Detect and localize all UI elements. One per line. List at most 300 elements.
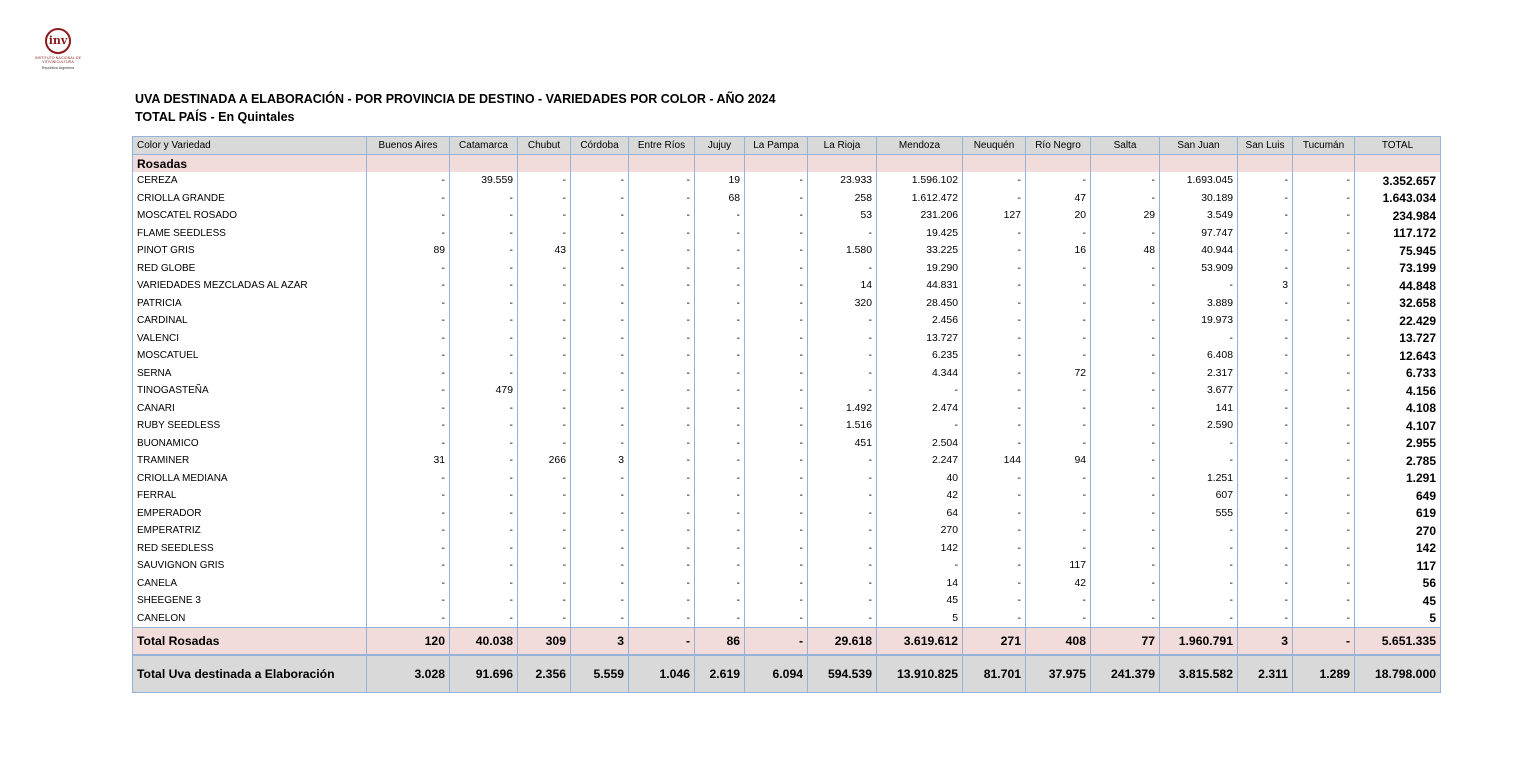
table-cell: - <box>629 347 695 365</box>
table-cell: - <box>808 312 877 330</box>
row-total: 234.984 <box>1355 207 1441 225</box>
table-cell: - <box>450 400 518 418</box>
table-cell: - <box>745 365 808 383</box>
section-cell <box>1091 155 1160 173</box>
table-cell: - <box>571 417 629 435</box>
row-label: PATRICIA <box>133 295 367 313</box>
table-cell: - <box>571 522 629 540</box>
column-header: Salta <box>1091 137 1160 155</box>
table-cell: 45 <box>877 592 963 610</box>
table-cell: - <box>695 435 745 453</box>
table-cell: - <box>450 225 518 243</box>
table-cell: - <box>695 540 745 558</box>
table-cell: - <box>571 557 629 575</box>
column-header: Color y Variedad <box>133 137 367 155</box>
table-cell: - <box>450 312 518 330</box>
table-cell: - <box>518 505 571 523</box>
section-cell <box>745 155 808 173</box>
table-cell: - <box>518 575 571 593</box>
table-cell: - <box>1238 592 1293 610</box>
table-cell: - <box>629 628 695 656</box>
table-cell: 142 <box>877 540 963 558</box>
table-cell: - <box>1293 330 1355 348</box>
table-cell: - <box>963 190 1026 208</box>
inv-logo <box>30 28 86 70</box>
column-header: Entre Ríos <box>629 137 695 155</box>
table-cell: - <box>367 470 450 488</box>
table-cell: - <box>1293 260 1355 278</box>
table-cell: 1.492 <box>808 400 877 418</box>
row-total: 3.352.657 <box>1355 172 1441 190</box>
table-cell: 3.815.582 <box>1160 655 1238 693</box>
table-cell: - <box>1160 540 1238 558</box>
table-cell: - <box>808 487 877 505</box>
table-cell: - <box>1293 610 1355 628</box>
row-label: Total Uva destinada a Elaboración <box>133 655 367 693</box>
table-cell: - <box>745 260 808 278</box>
table-cell: - <box>571 505 629 523</box>
table-cell: - <box>963 592 1026 610</box>
table-cell: 144 <box>963 452 1026 470</box>
table-cell: 2.456 <box>877 312 963 330</box>
table-cell: - <box>518 172 571 190</box>
table-cell: - <box>1026 540 1091 558</box>
table-cell: - <box>745 417 808 435</box>
table-cell: - <box>1160 592 1238 610</box>
table-cell: - <box>1026 382 1091 400</box>
row-label: MOSCATUEL <box>133 347 367 365</box>
table-row <box>133 330 1441 348</box>
row-label: EMPERADOR <box>133 505 367 523</box>
table-row <box>133 470 1441 488</box>
section-cell <box>1238 155 1293 173</box>
table-cell: - <box>450 347 518 365</box>
row-total: 117.172 <box>1355 225 1441 243</box>
row-label: FERRAL <box>133 487 367 505</box>
table-cell: - <box>745 225 808 243</box>
table-cell: - <box>745 592 808 610</box>
table-cell: 2.247 <box>877 452 963 470</box>
table-row <box>133 400 1441 418</box>
report-title <box>135 90 776 126</box>
table-row <box>133 277 1441 295</box>
table-row <box>133 522 1441 540</box>
table-cell: 309 <box>518 628 571 656</box>
table-cell: - <box>695 592 745 610</box>
row-label: MOSCATEL ROSADO <box>133 207 367 225</box>
table-cell: - <box>629 557 695 575</box>
table-cell: - <box>367 592 450 610</box>
table-cell: - <box>450 575 518 593</box>
table-cell: - <box>571 347 629 365</box>
table-cell: - <box>629 470 695 488</box>
table-cell: - <box>963 505 1026 523</box>
table-cell: - <box>745 277 808 295</box>
table-cell: 258 <box>808 190 877 208</box>
table-cell: - <box>571 540 629 558</box>
table-cell: - <box>745 330 808 348</box>
table-cell: - <box>1026 522 1091 540</box>
column-header: Córdoba <box>571 137 629 155</box>
table-cell: - <box>695 557 745 575</box>
table-cell: - <box>745 190 808 208</box>
table-cell: - <box>518 400 571 418</box>
table-cell: 320 <box>808 295 877 313</box>
table-cell: 77 <box>1091 628 1160 656</box>
table-cell: - <box>963 400 1026 418</box>
table-cell: - <box>1026 312 1091 330</box>
table-cell: - <box>695 452 745 470</box>
table-cell: - <box>367 400 450 418</box>
column-header: La Rioja <box>808 137 877 155</box>
table-cell: 117 <box>1026 557 1091 575</box>
table-cell: - <box>629 505 695 523</box>
table-row <box>133 207 1441 225</box>
table-cell: - <box>695 312 745 330</box>
table-cell: - <box>629 295 695 313</box>
table-cell: 266 <box>518 452 571 470</box>
table-cell: - <box>1091 540 1160 558</box>
table-cell: - <box>1026 260 1091 278</box>
table-cell: - <box>367 417 450 435</box>
table-cell: - <box>1293 172 1355 190</box>
column-header: Jujuy <box>695 137 745 155</box>
table-cell: 1.580 <box>808 242 877 260</box>
table-cell: - <box>450 505 518 523</box>
table-cell: - <box>745 470 808 488</box>
table-cell: - <box>1293 225 1355 243</box>
table-cell: - <box>745 242 808 260</box>
table-cell: - <box>1293 417 1355 435</box>
table-cell: 2.356 <box>518 655 571 693</box>
table-cell: - <box>1238 400 1293 418</box>
row-total: 22.429 <box>1355 312 1441 330</box>
table-cell: - <box>518 522 571 540</box>
table-cell: 89 <box>367 242 450 260</box>
table-cell: - <box>1091 417 1160 435</box>
table-cell: 40.038 <box>450 628 518 656</box>
table-cell: 29 <box>1091 207 1160 225</box>
table-row <box>133 295 1441 313</box>
table-cell: - <box>571 277 629 295</box>
table-cell: - <box>695 260 745 278</box>
table-cell: - <box>1160 610 1238 628</box>
table-cell: - <box>1293 277 1355 295</box>
table-cell: - <box>518 557 571 575</box>
row-label: SHEEGENE 3 <box>133 592 367 610</box>
table-cell: - <box>695 610 745 628</box>
table-cell: 1.596.102 <box>877 172 963 190</box>
table-cell: 5 <box>877 610 963 628</box>
row-label: EMPERATRIZ <box>133 522 367 540</box>
table-cell: - <box>1091 592 1160 610</box>
table-cell: - <box>745 540 808 558</box>
table-cell: 2.619 <box>695 655 745 693</box>
row-label: CRIOLLA GRANDE <box>133 190 367 208</box>
table-cell: - <box>629 225 695 243</box>
table-cell: - <box>1091 487 1160 505</box>
table-cell: 31 <box>367 452 450 470</box>
row-label: VALENCI <box>133 330 367 348</box>
table-cell: - <box>745 557 808 575</box>
table-cell: 1.046 <box>629 655 695 693</box>
section-cell <box>571 155 629 173</box>
table-cell: 1.693.045 <box>1160 172 1238 190</box>
table-cell: - <box>963 470 1026 488</box>
table-cell: - <box>367 505 450 523</box>
section-cell <box>877 155 963 173</box>
table-cell: - <box>571 575 629 593</box>
table-cell: - <box>1238 505 1293 523</box>
table-cell: - <box>629 610 695 628</box>
row-total: 2.785 <box>1355 452 1441 470</box>
row-total: 12.643 <box>1355 347 1441 365</box>
table-cell: - <box>1293 592 1355 610</box>
column-header: Neuquén <box>963 137 1026 155</box>
table-cell: - <box>518 487 571 505</box>
table-cell: 47 <box>1026 190 1091 208</box>
table-cell: - <box>1026 225 1091 243</box>
table-cell: 594.539 <box>808 655 877 693</box>
table-cell: 42 <box>877 487 963 505</box>
table-cell: - <box>808 347 877 365</box>
row-total: 56 <box>1355 575 1441 593</box>
column-header: La Pampa <box>745 137 808 155</box>
table-cell: - <box>571 330 629 348</box>
table-cell: - <box>571 312 629 330</box>
table-cell: - <box>808 365 877 383</box>
column-header: Chubut <box>518 137 571 155</box>
table-cell: - <box>1293 347 1355 365</box>
table-cell: - <box>695 242 745 260</box>
table-cell: - <box>571 295 629 313</box>
table-cell: - <box>963 295 1026 313</box>
column-header: TOTAL <box>1355 137 1441 155</box>
table-cell: - <box>745 382 808 400</box>
table-cell: - <box>1238 242 1293 260</box>
table-cell: - <box>695 487 745 505</box>
row-total: 4.108 <box>1355 400 1441 418</box>
row-label: FLAME SEEDLESS <box>133 225 367 243</box>
table-cell: - <box>1091 312 1160 330</box>
table-cell: - <box>1091 190 1160 208</box>
table-cell: - <box>450 592 518 610</box>
table-cell: - <box>963 172 1026 190</box>
table-cell: - <box>450 190 518 208</box>
table-cell: 2.590 <box>1160 417 1238 435</box>
table-cell: 40.944 <box>1160 242 1238 260</box>
table-cell: - <box>1293 190 1355 208</box>
row-label: PINOT GRIS <box>133 242 367 260</box>
table-cell: - <box>571 487 629 505</box>
table-cell: - <box>1293 207 1355 225</box>
section-cell <box>1355 155 1441 173</box>
table-cell: - <box>1238 347 1293 365</box>
section-label: Rosadas <box>133 155 367 173</box>
table-cell: - <box>1293 487 1355 505</box>
column-header: San Juan <box>1160 137 1238 155</box>
table-row <box>133 505 1441 523</box>
table-cell: - <box>695 225 745 243</box>
row-total: 5.651.335 <box>1355 628 1441 656</box>
row-total: 18.798.000 <box>1355 655 1441 693</box>
row-total: 649 <box>1355 487 1441 505</box>
table-cell: - <box>571 207 629 225</box>
table-cell: - <box>367 260 450 278</box>
table-cell: - <box>518 382 571 400</box>
table-cell: - <box>1026 435 1091 453</box>
table-cell: 13.727 <box>877 330 963 348</box>
table-cell: 141 <box>1160 400 1238 418</box>
row-total: 75.945 <box>1355 242 1441 260</box>
table-cell: - <box>1238 190 1293 208</box>
table-cell: - <box>877 557 963 575</box>
report-title-line1: UVA DESTINADA A ELABORACIÓN - POR PROVINCIA DE DESTINO - VARIEDADES POR COLOR - AÑO 2024 <box>135 92 776 106</box>
table-cell: - <box>1238 382 1293 400</box>
table-cell: - <box>695 400 745 418</box>
table-cell: 14 <box>808 277 877 295</box>
table-cell: 91.696 <box>450 655 518 693</box>
row-label: CARDINAL <box>133 312 367 330</box>
table-cell: - <box>1293 365 1355 383</box>
table-cell: - <box>1026 277 1091 295</box>
table-cell: - <box>367 190 450 208</box>
row-total: 2.955 <box>1355 435 1441 453</box>
table-cell: - <box>450 277 518 295</box>
table-cell: - <box>808 225 877 243</box>
table-cell: - <box>745 435 808 453</box>
table-cell: - <box>963 260 1026 278</box>
table-cell: - <box>808 382 877 400</box>
table-cell: - <box>629 312 695 330</box>
table-row <box>133 225 1441 243</box>
section-cell <box>695 155 745 173</box>
section-cell <box>1026 155 1091 173</box>
table-cell: - <box>518 347 571 365</box>
table-cell: - <box>1293 505 1355 523</box>
table-cell: - <box>963 365 1026 383</box>
table-cell: - <box>629 277 695 295</box>
table-cell: - <box>629 417 695 435</box>
table-cell: 2.474 <box>877 400 963 418</box>
table-cell: - <box>518 190 571 208</box>
table-cell: - <box>1160 575 1238 593</box>
row-label: RED SEEDLESS <box>133 540 367 558</box>
table-cell: 3 <box>571 452 629 470</box>
table-cell: - <box>1091 260 1160 278</box>
table-cell: - <box>450 557 518 575</box>
table-cell: - <box>367 382 450 400</box>
row-total: 5 <box>1355 610 1441 628</box>
table-cell: - <box>571 470 629 488</box>
table-cell: - <box>629 592 695 610</box>
table-cell: - <box>963 487 1026 505</box>
table-cell: - <box>695 522 745 540</box>
row-total: 270 <box>1355 522 1441 540</box>
table-cell: - <box>518 365 571 383</box>
table-row <box>133 242 1441 260</box>
row-label: BUONAMICO <box>133 435 367 453</box>
table-cell: - <box>1293 470 1355 488</box>
table-cell: - <box>629 365 695 383</box>
table-cell: - <box>1091 452 1160 470</box>
table-cell: - <box>367 575 450 593</box>
table-cell: - <box>1160 330 1238 348</box>
table-cell: - <box>1091 575 1160 593</box>
table-cell: 20 <box>1026 207 1091 225</box>
table-cell: - <box>745 628 808 656</box>
table-cell: 13.910.825 <box>877 655 963 693</box>
table-cell: - <box>450 295 518 313</box>
table-cell: - <box>695 295 745 313</box>
table-cell: 479 <box>450 382 518 400</box>
table-row <box>133 312 1441 330</box>
table-cell: - <box>1293 295 1355 313</box>
table-cell: - <box>1091 400 1160 418</box>
table-cell: - <box>1091 347 1160 365</box>
row-label: CANELON <box>133 610 367 628</box>
table-cell: - <box>877 417 963 435</box>
table-cell: - <box>629 540 695 558</box>
table-row <box>133 190 1441 208</box>
table-cell: - <box>518 207 571 225</box>
table-cell: - <box>1091 610 1160 628</box>
table-cell: - <box>1160 452 1238 470</box>
table-cell: - <box>808 610 877 628</box>
table-cell: - <box>1238 312 1293 330</box>
subtotal-row-rosadas <box>133 628 1441 656</box>
table-cell: 33.225 <box>877 242 963 260</box>
table-cell: - <box>745 207 808 225</box>
section-cell <box>1160 155 1238 173</box>
table-cell: 19.973 <box>1160 312 1238 330</box>
table-row <box>133 260 1441 278</box>
table-cell: - <box>1293 557 1355 575</box>
table-cell: - <box>571 190 629 208</box>
table-cell: - <box>1238 452 1293 470</box>
table-cell: - <box>1026 172 1091 190</box>
table-cell: - <box>1293 242 1355 260</box>
table-cell: - <box>1026 400 1091 418</box>
table-cell: 42 <box>1026 575 1091 593</box>
table-cell: - <box>745 400 808 418</box>
table-cell: - <box>518 277 571 295</box>
table-cell: - <box>1293 540 1355 558</box>
table-cell: - <box>745 575 808 593</box>
table-cell: - <box>963 225 1026 243</box>
table-cell: 23.933 <box>808 172 877 190</box>
table-cell: - <box>963 417 1026 435</box>
table-cell: - <box>1091 470 1160 488</box>
section-cell <box>629 155 695 173</box>
table-cell: 16 <box>1026 242 1091 260</box>
table-cell: 6.094 <box>745 655 808 693</box>
table-cell: 39.559 <box>450 172 518 190</box>
table-cell: - <box>367 207 450 225</box>
data-table <box>132 136 1441 693</box>
table-cell: - <box>1091 505 1160 523</box>
table-cell: - <box>1293 522 1355 540</box>
section-cell <box>963 155 1026 173</box>
table-cell: - <box>1293 400 1355 418</box>
table-cell: - <box>1238 207 1293 225</box>
table-row <box>133 610 1441 628</box>
table-cell: - <box>695 330 745 348</box>
table-cell: - <box>1293 435 1355 453</box>
table-cell: - <box>1293 312 1355 330</box>
table-cell: - <box>695 470 745 488</box>
table-cell: - <box>808 540 877 558</box>
